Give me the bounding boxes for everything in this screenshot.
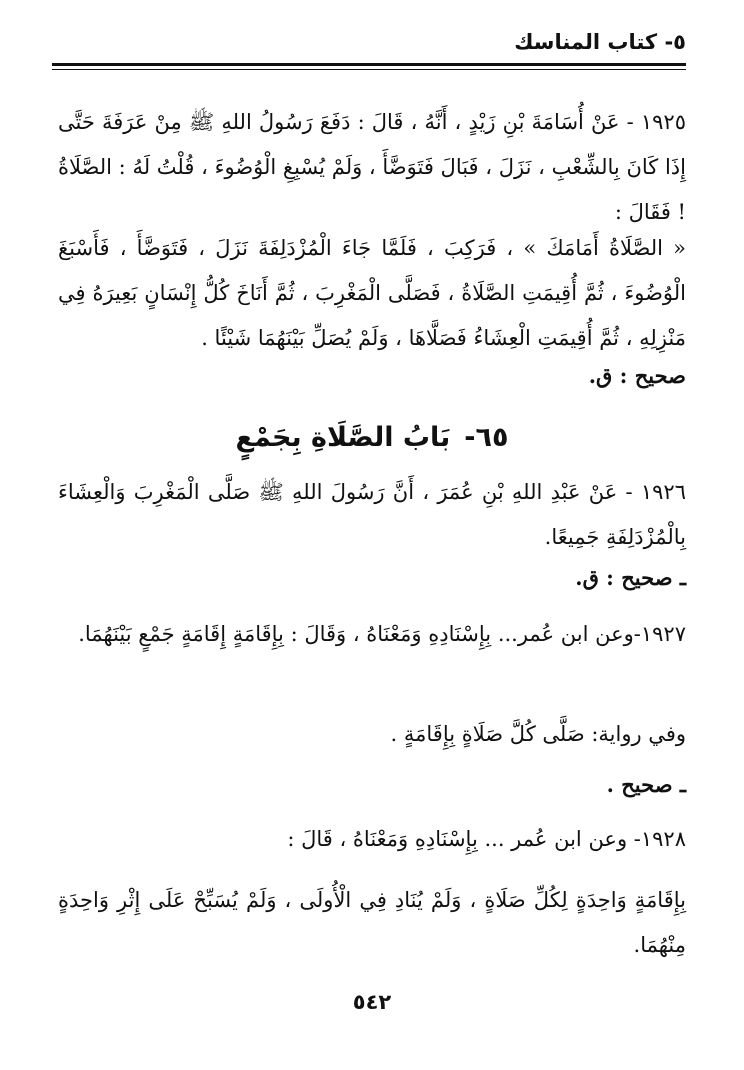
chapter-number: ٦٥- <box>464 422 509 453</box>
chapter-heading <box>0 413 744 463</box>
hadith-1926-text: ١٩٢٦ - عَنْ عَبْدِ اللهِ بْنِ عُمَرَ ، أَنَّ رَسُولَ اللهِ ﷺ صَلَّى الْمَغْرِبَ وَالْعِشَاءَ بِالْمُزْدَلِفَةِ جَمِيعًا. <box>58 480 686 549</box>
hadith-1927-text: ١٩٢٧-وعن ابن عُمر... بِإِسْنَادِهِ وَمَعْنَاهُ ، وَقَالَ : بِإِقَامَةٍ إِقَامَةٍ جَمْعٍ بَيْنَهُمَا. <box>78 622 686 646</box>
hadith-1928-text: ١٩٢٨- وعن ابن عُمر ... بِإِسْنَادِهِ وَمَعْنَاهُ ، قَالَ : <box>287 827 686 851</box>
hadith-1927-riwaya: وفي رواية: صَلَّى كُلَّ صَلَاةٍ بِإِقَامَةٍ . <box>390 722 686 746</box>
chapter-title: بَابُ الصَّلَاةِ بِجَمْعٍ <box>235 422 451 453</box>
hadith-1925-text: ١٩٢٥ - عَنْ أُسَامَةَ بْنِ زَيْدٍ ، أَنَّهُ ، قَالَ : دَفَعَ رَسُولُ اللهِ ﷺ مِنْ عَرَفَةَ حَتَّى إِذَا كَانَ بِالشِّعْبِ ، نَزَلَ ، فَبَالَ فَتَوَضَّأَ ، وَلَمْ يُسْبِغِ الْوُضُوءَ ، قُلْتُ لَهُ : الصَّلَاةُ ! فَقَالَ : <box>58 110 686 224</box>
hadith-1927-grade: ـ صحيح . <box>606 772 686 797</box>
running-head: ٥- كتاب المناسك <box>514 30 686 54</box>
header-rule-thick <box>52 63 686 66</box>
page-number: ٥٤٢ <box>352 990 392 1014</box>
hadith-1928-continuation: بِإِقَامَةٍ وَاحِدَةٍ لِكُلِّ صَلَاةٍ ، وَلَمْ يُنَادِ فِي الْأُولَى ، وَلَمْ يُسَبِّحْ عَلَى إِثْرِ وَاحِدَةٍ مِنْهُمَا. <box>58 888 686 957</box>
header-rule-thin <box>52 69 686 70</box>
hadith-1925-continuation: « الصَّلَاةُ أَمَامَكَ » ، فَرَكِبَ ، فَلَمَّا جَاءَ الْمُزْدَلِفَةَ نَزَلَ ، فَتَوَضَّأَ ، فَأَسْبَغَ الْوُضُوءَ ، ثُمَّ أُقِيمَتِ الصَّلَاةُ ، فَصَلَّى الْمَغْرِبَ ، ثُمَّ أَنَاخَ كُلُّ إِنْسَانٍ بَعِيرَهُ فِي مَنْزِلِهِ ، ثُمَّ أُقِيمَتِ الْعِشَاءُ فَصَلَّاهَا ، وَلَمْ يُصَلِّ بَيْنَهُمَا شَيْئًا . <box>58 236 686 350</box>
hadith-1926-grade: ـ صحيح : ق. <box>575 565 686 590</box>
hadith-1925-grade: صحيح : ق. <box>588 363 686 388</box>
